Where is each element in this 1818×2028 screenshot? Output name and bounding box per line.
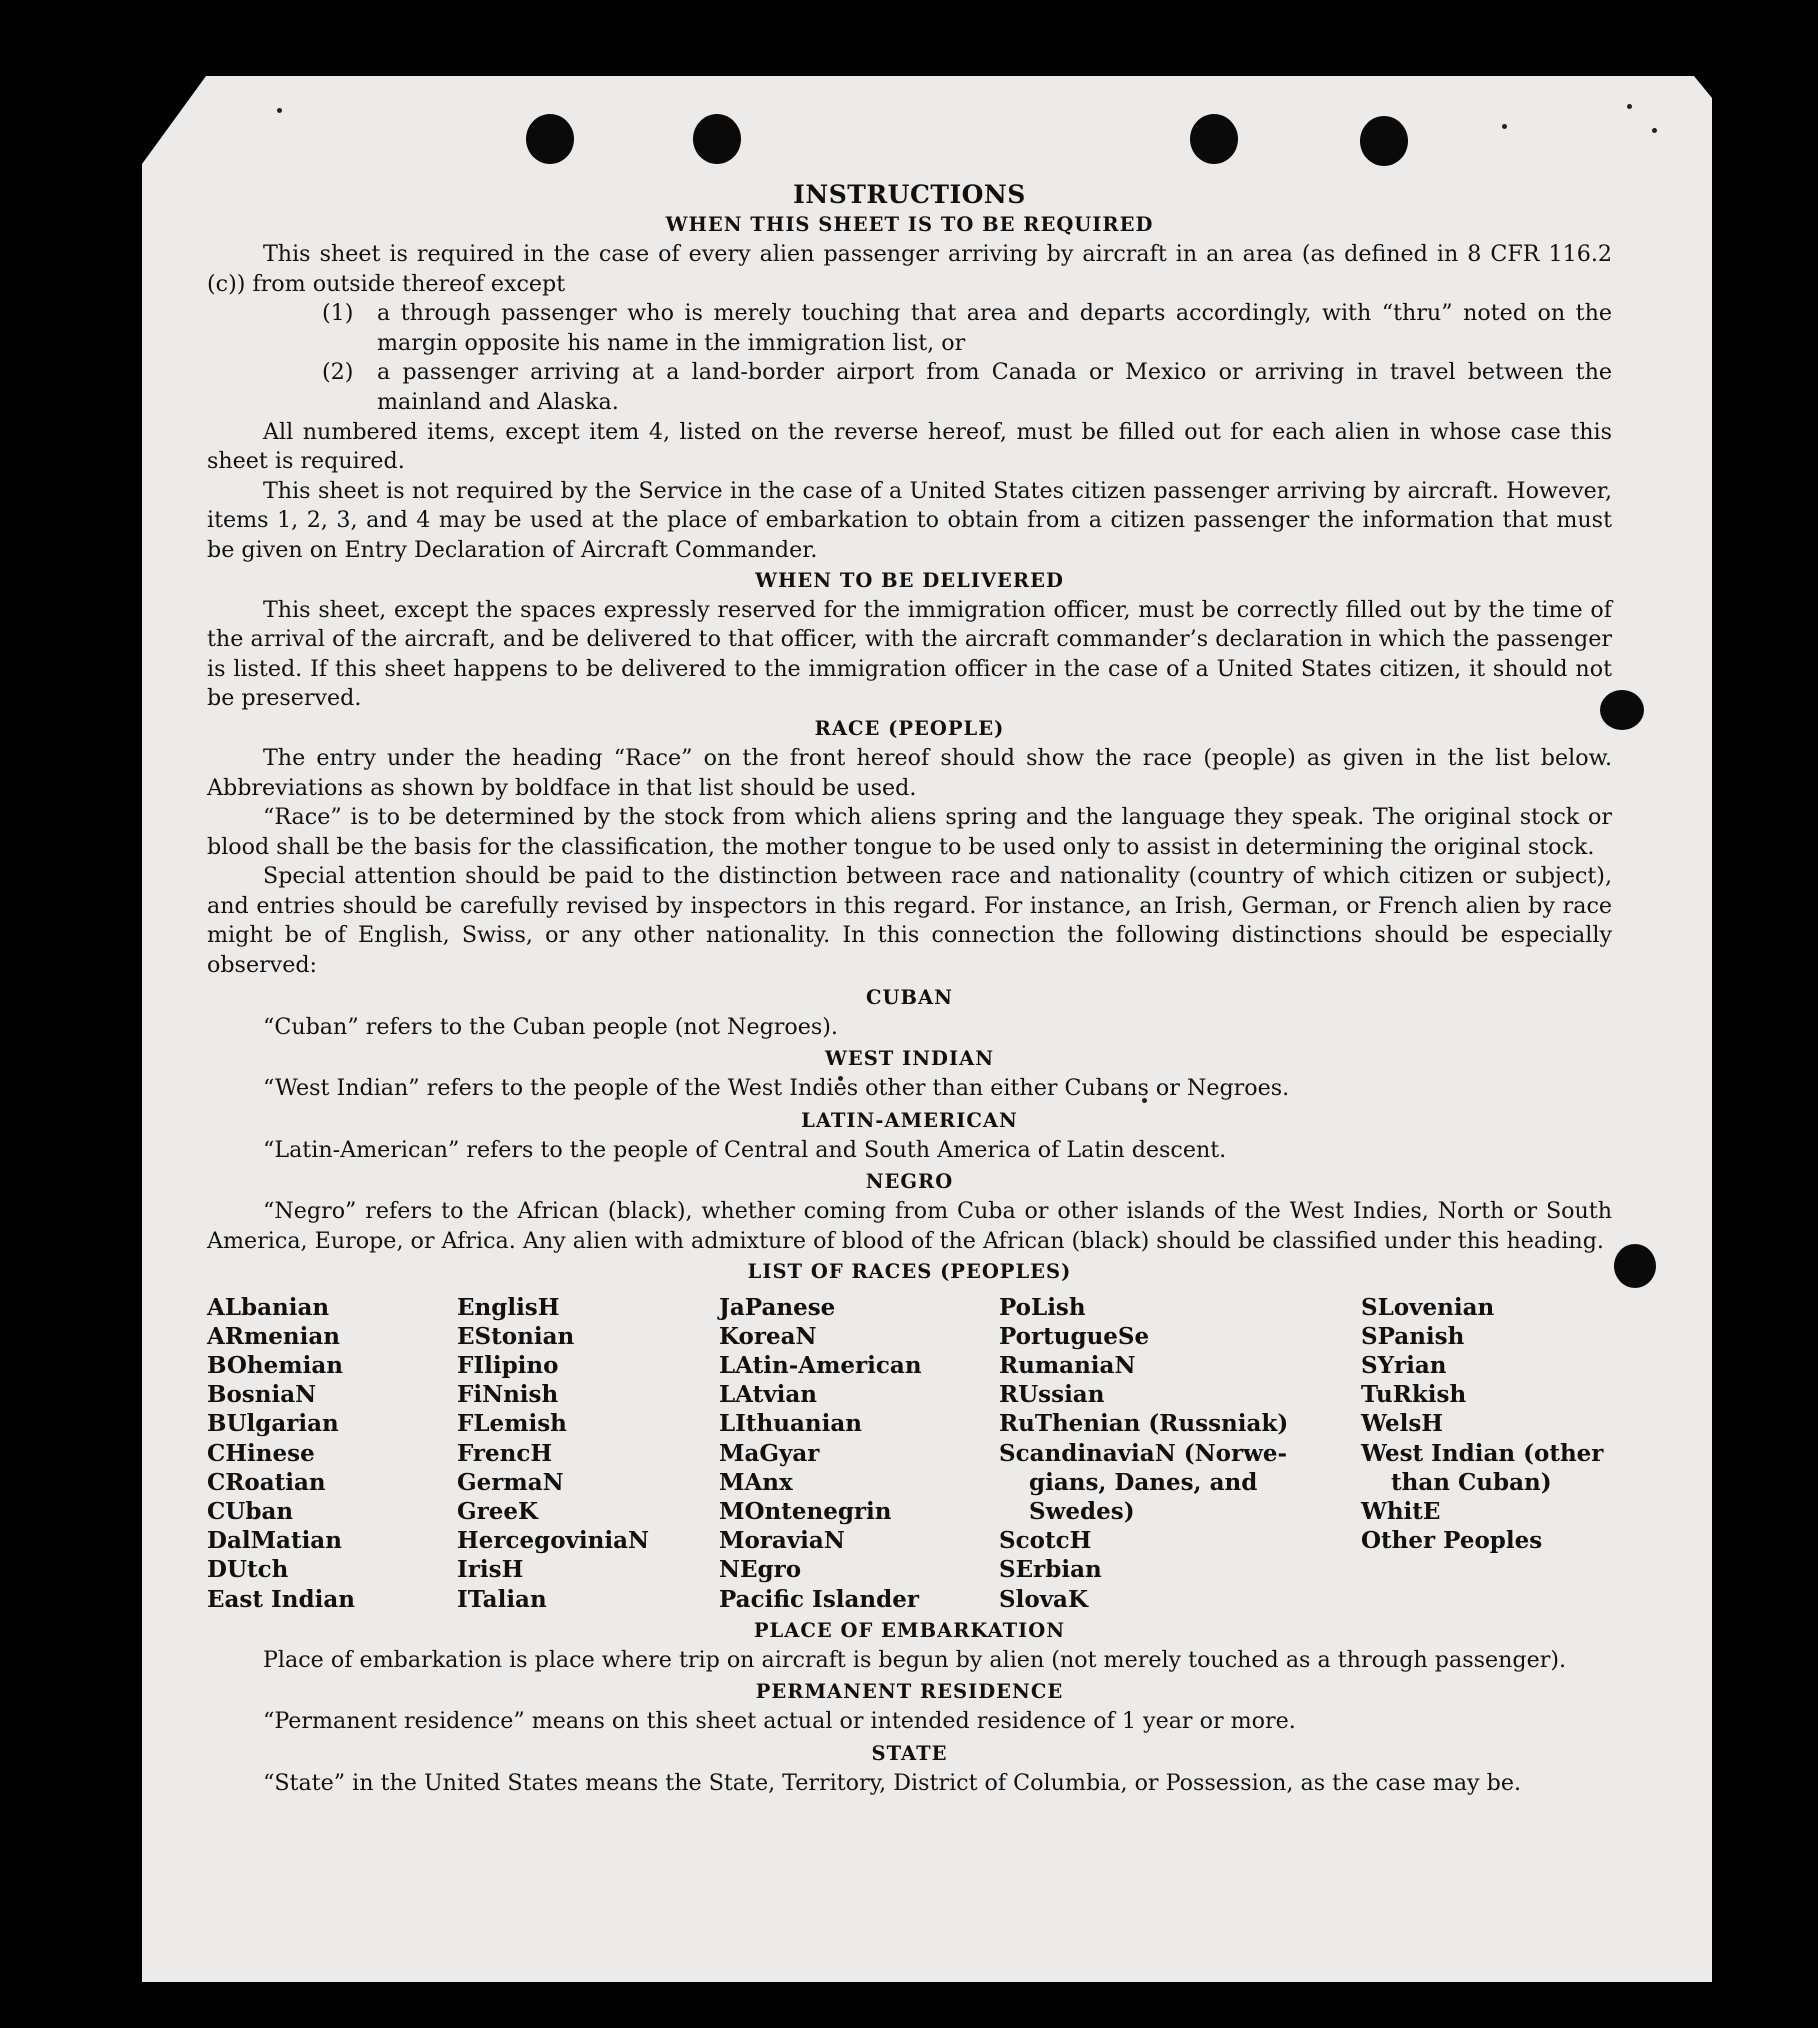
paragraph: Place of embarkation is place where trip on aircraft is begun by alien (not merely touched as a through passenger).: [263, 1646, 1567, 1673]
race-entry: ScotcH: [999, 1527, 1092, 1555]
race-entry: CRoatian: [207, 1468, 326, 1496]
race-entry: SlovaK: [999, 1585, 1088, 1613]
punch-hole: [693, 114, 741, 164]
race-entry: Other Peoples: [1361, 1527, 1543, 1555]
race-list: [207, 1293, 1612, 1614]
race-column: [457, 1293, 719, 1614]
race-entry: BOhemian: [207, 1352, 343, 1380]
race-entry: SErbian: [999, 1556, 1102, 1584]
race-entry: GreeK: [457, 1498, 539, 1526]
paragraph: The entry under the heading “Race” on the front hereof should show the race (people) as given in the list below. Abbreviations as shown by boldface in that list should be used.: [207, 744, 1612, 801]
paragraph: All numbered items, except item 4, listed on the reverse hereof, must be filled out for each alien in whose case this sheet is required.: [207, 418, 1612, 475]
punch-hole: [1190, 114, 1238, 164]
race-column: [207, 1293, 457, 1614]
race-entry: ITalian: [457, 1585, 547, 1613]
section-heading: PLACE OF EMBARKATION: [753, 1618, 1066, 1642]
paragraph: “State” in the United States means the State, Territory, District of Columbia, or Possession, as the case may be.: [263, 1770, 1522, 1797]
race-entry: HercegoviniaN: [457, 1527, 650, 1555]
section-heading: LATIN-AMERICAN: [801, 1108, 1018, 1132]
race-column: [719, 1293, 999, 1614]
item-number: (2): [322, 359, 354, 386]
race-entry: EStonian: [457, 1322, 575, 1350]
paragraph: “West Indian” refers to the people of the West Indies other than either Cubans or Negroes.: [263, 1075, 1290, 1102]
paragraph: “Latin-American” refers to the people of Central and South America of Latin descent.: [263, 1136, 1227, 1163]
section-heading: NEGRO: [865, 1170, 954, 1194]
paragraph: Special attention should be paid to the distinction between race and nationality (country of which citizen or subject), and entries should be carefully revised by inspectors in this regard. For instance, an Irish, German, or French alien by race might be of English, Swiss, or any other nationality. In this connection the following distinctions should be especially observed:: [207, 863, 1612, 979]
race-entry: KoreaN: [719, 1322, 817, 1350]
race-entry: ALbanian: [207, 1293, 330, 1321]
section-heading: WHEN TO BE DELIVERED: [755, 568, 1064, 592]
speck: [1627, 104, 1632, 109]
section-heading: RACE (PEOPLE): [814, 716, 1005, 740]
speck: [1502, 124, 1507, 129]
race-entry: TuRkish: [1361, 1381, 1467, 1409]
race-entry: FrencH: [457, 1439, 553, 1467]
race-entry: than Cuban): [1391, 1468, 1552, 1496]
race-entry: BUlgarian: [207, 1410, 339, 1438]
race-entry: CHinese: [207, 1439, 315, 1467]
speck: [1652, 128, 1657, 133]
race-entry: SLovenian: [1361, 1293, 1495, 1321]
section-heading: STATE: [871, 1742, 948, 1766]
race-entry: IrisH: [457, 1556, 524, 1584]
item-number: (1): [322, 300, 354, 327]
paragraph: “Negro” refers to the African (black), whether coming from Cuba or other islands of the West Indies, North or South America, Europe, or Africa. Any alien with admixture of blood of the African (black) should be classified under this heading.: [207, 1198, 1612, 1255]
race-entry: NEgro: [719, 1556, 802, 1584]
race-entry: RuThenian (Russniak): [999, 1410, 1289, 1438]
section-heading: WHEN THIS SHEET IS TO BE REQUIRED: [665, 213, 1154, 236]
race-entry: WelsH: [1361, 1410, 1444, 1438]
paragraph: “Race” is to be determined by the stock from which aliens spring and the language they speak. The original stock or blood shall be the basis for the classification, the mother tongue to be used only to assist in determining the original stock.: [207, 804, 1612, 860]
paragraph: This sheet is not required by the Service in the case of a United States citizen passenger arriving by aircraft. However, items 1, 2, 3, and 4 may be used at the place of embarkation to obtain from a citizen passenger the information that must be given on Entry Declaration of Aircraft Commander.: [207, 477, 1612, 563]
race-entry: FiNnish: [457, 1381, 559, 1409]
race-entry: gians, Danes, and: [1029, 1468, 1258, 1496]
paragraph: “Permanent residence” means on this sheet actual or intended residence of 1 year or more.: [263, 1708, 1296, 1735]
race-entry: JaPanese: [719, 1293, 836, 1321]
race-entry: PoLish: [999, 1293, 1086, 1321]
item-text: a passenger arriving at a land-border airport from Canada or Mexico or arriving in travel between the mainland and Alaska.: [377, 359, 1612, 415]
race-entry: WhitE: [1361, 1498, 1441, 1526]
paragraph: This sheet, except the spaces expressly reserved for the immigration officer, must be correctly filled out by the time of the arrival of the aircraft, and be delivered to that officer, with the aircraft commander’s declaration in which the passenger is listed. If this sheet happens to be delivered to the immigration officer in the case of a United States citizen, it should not be preserved.: [207, 596, 1612, 712]
race-entry: Pacific Islander: [719, 1585, 919, 1613]
race-column: [1361, 1293, 1611, 1614]
race-entry: West Indian (other: [1361, 1439, 1604, 1467]
section-heading: WEST INDIAN: [824, 1047, 995, 1071]
paragraph: This sheet is required in the case of every alien passenger arriving by aircraft in an area (as defined in 8 CFR 116.2 (c)) from outside thereof except: [207, 241, 1612, 297]
paragraph: “Cuban” refers to the Cuban people (not Negroes).: [263, 1013, 838, 1040]
race-entry: GermaN: [457, 1468, 564, 1496]
race-entry: ARmenian: [207, 1322, 341, 1350]
race-entry: EnglisH: [457, 1293, 560, 1321]
race-entry: MOntenegrin: [719, 1498, 892, 1526]
race-entry: BosniaN: [207, 1381, 317, 1409]
race-entry: SYrian: [1361, 1352, 1447, 1380]
race-entry: RUssian: [999, 1381, 1105, 1409]
list-item: [322, 299, 1612, 358]
race-entry: FIlipino: [457, 1352, 559, 1380]
race-entry: LIthuanian: [719, 1410, 862, 1438]
race-column: [999, 1293, 1361, 1614]
list-item: [322, 358, 1612, 417]
race-entry: East Indian: [207, 1585, 355, 1613]
race-entry: LAtvian: [719, 1381, 817, 1409]
race-entry: CUban: [207, 1498, 294, 1526]
race-entry: MoraviaN: [719, 1527, 845, 1555]
race-entry: SPanish: [1361, 1322, 1465, 1350]
section-heading: CUBAN: [866, 985, 953, 1009]
race-entry: FLemish: [457, 1410, 567, 1438]
punch-hole: [1360, 116, 1408, 166]
section-heading: LIST OF RACES (PEOPLES): [747, 1259, 1072, 1283]
page-title: INSTRUCTIONS: [793, 180, 1026, 209]
race-entry: PortugueSe: [999, 1322, 1150, 1350]
race-entry: DalMatian: [207, 1527, 342, 1555]
race-entry: MAnx: [719, 1468, 793, 1496]
punch-hole: [1614, 1244, 1656, 1288]
speck: [277, 108, 282, 113]
punch-hole: [526, 114, 574, 164]
race-entry: ScandinaviaN (Norwe-: [999, 1439, 1288, 1467]
instructions-text: [207, 180, 1612, 1799]
race-entry: DUtch: [207, 1556, 289, 1584]
section-heading: PERMANENT RESIDENCE: [755, 1680, 1064, 1704]
item-text: a through passenger who is merely touching that area and departs accordingly, with “thru” noted on the margin opposite his name in the immigration list, or: [377, 300, 1612, 356]
race-entry: RumaniaN: [999, 1352, 1136, 1380]
race-entry: Swedes): [1029, 1498, 1135, 1526]
race-entry: MaGyar: [719, 1439, 820, 1467]
race-entry: LAtin-American: [719, 1352, 922, 1380]
